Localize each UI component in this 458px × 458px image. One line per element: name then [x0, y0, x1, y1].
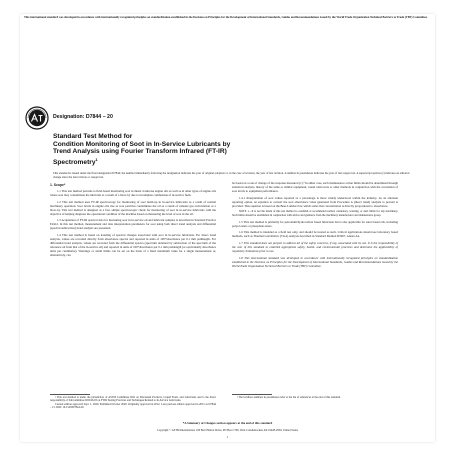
- document-page: [20, 14, 435, 442]
- title-line-4-text: Spectrometry: [53, 158, 96, 166]
- paragraph-1-4-1: 1.4.1 Interpretation of soot values reported as a percentage is more widely understood within the industry. As an alternate reporting option, an equation to convert the soot absorbance value generated from Procedure A (direct trend) analysis to percent is provided. This equation is based on the Beer-Lambert law which states that concentration is directly proportional to absorbance.: [232, 195, 398, 208]
- page-number: 1: [226, 435, 229, 439]
- paragraph-1-4-cont: be based on a rate of change of the response measured (1).² In either case, such maintenance action limits should be determined through statistical analysis, history of the same or similar equipment, round robin tests or other methods in conjunction with the correlation of soot levels to equipment performance.: [232, 181, 398, 194]
- right-footnote-rule: [232, 394, 272, 395]
- right-footnote: ² The boldface numbers in parentheses refer to the list of references at the end of this standard.: [237, 396, 341, 399]
- footnote-1-jurisdiction: ¹ This test method is under the jurisdiction of ASTM Committee D02 on Petroleum Products, Liquid Fuels, and Lubricants and is the direct responsibility of Subcommittee D02.96.03 on FTIR Testing Practices and Techniques Related to In-Service Lubricants.: [50, 396, 216, 403]
- paragraph-1-5: 1.5 This test method is primarily for petroleum/hydrocarbon based lubricants but is also applicable for ester based oils, including polyol esters or phosphate esters.: [232, 219, 398, 228]
- standard-issue-notice: This standard is issued under the fixed designation D7844; the number immediately following the designation indicates the year of original adoption or, in the case of revision, the year of last revision. A number in parentheses indicates the year of last reapproval. A superscript epsilon (ε) indicates an editorial change since the last revision or reapproval.: [53, 171, 410, 179]
- left-column: [50, 183, 216, 260]
- note-1: NOTE 1—It is not the intent of this test method to establish or recommend normal, cautionary, warning, or alert limits for any machinery. Such limits should be established in conjunction with advice and guidance from the machinery manufacturer and maintenance group.: [232, 210, 398, 217]
- paragraph-1-4: 1.4 This test method is based on trending of spectral changes associated with soot in in-service lubricants. For direct trend analysis, values are recorded directly from absorbance spectra and reported in units of 100*absorbance per 0.1 mm pathlength. For differential trend analysis, values are recorded from the differential spectra (spectrum obtained by subtraction of the spectrum of the reference oil from that of the in-service oil) and reported in units of 100*absorbance per 0.1 mm pathlength (or equivalently absorbance units per centimetre). Warnings or alarm limits can be set on the basis of a fixed maximum value for a single measurement or, alternatively, can: [50, 232, 216, 258]
- wto-notice: This international standard was developed in accordance with internationally recognized principles on standardization established in the Decision on Principles for the Development of International Standards, Guides and Recommendations issued by the World Trade Organization Technical Barriers to Trade (TBT) Committee.: [24, 15, 428, 19]
- title-line-1: Standard Test Method for: [53, 133, 133, 140]
- summary-of-changes-note: *A Summary of Changes section appears at the end of this standard: [182, 421, 273, 425]
- paragraph-1-2: 1.2 This test method uses FT-IR spectroscopy for monitoring of soot build-up in in-service lubricants as a result of normal machinery operation. Soot levels in engine oils rise as soot particles contaminate the oil as a result of exhaust gas recirculation or a blow-by. This test method is designed as a fast, simple spectroscopic check for monitoring of soot in in-service lubricants with the objective of helping diagnose the operational condition of the machine based on measuring the level of soot in the oil.: [50, 199, 216, 216]
- left-footnote: [50, 396, 216, 410]
- paragraph-1-7: 1.7 This standard does not purport to address all of the safety concerns, if any, associated with its use. It is the responsibility of the user of this standard to establish appropriate safety, health, and environmental practices and determine the applicability of regulatory limitations prior to use.: [232, 240, 398, 254]
- left-footnote-rule: [50, 394, 90, 395]
- title-line-3: Trend Analysis using Fourier Transform Infrared (FT-IR): [53, 148, 227, 156]
- paragraph-1-3: 1.3 Acquisition of FT-IR spectral data for measuring soot in in-service oil and lubricant samples is described in Standard Practice E2412. In this test method, measurement and data interpretation parameters for soot using both direct trend analysis and differential (spectral subtraction) trend analysis are presented.: [50, 218, 216, 231]
- right-column: [232, 181, 398, 270]
- designation: Designation: D7844 − 20: [53, 114, 113, 120]
- title-line-2: Condition Monitoring of Soot in In-Service Lubricants by: [53, 140, 231, 148]
- footnote-1-edition: Current edition approved Sept. 1, 2020. Published October 2020. Originally approved in 2012. Last previous edition approved in 2015 as D7844 – 15. DOI: 10.1520/D7844-20.: [50, 402, 216, 410]
- paragraph-1-6: 1.6 This method is intended as a field test only, and should be treated as such. Critical applications should use laboratory based methods, such as Thermal Gravimetric (TGA) analysis described in Standard Method D5967, Annex A4.: [232, 230, 398, 239]
- copyright-line: Copyright © ASTM International, 100 Barr Harbor Drive, PO Box C700, West Conshohocken, PA 19428-2959. United States: [157, 429, 298, 432]
- document-title: [53, 133, 313, 167]
- astm-international-logo: [25, 106, 49, 130]
- paragraph-1-8: 1.8 This international standard was developed in accordance with internationally recognized principles on standardization established in the Decision on Principles for the Development of International Standards, Guides and Recommendations issued by the World Trade Organization Technical Barriers to Trade (TBT) Committee.: [232, 255, 398, 268]
- title-line-4: [53, 156, 313, 167]
- paragraph-1-1: 1.1 This test method pertains to field-based monitoring soot in diesel crankcase engine oils as well as in other types of engine oils where soot may contaminate the lubricant as a result of a blow-by due to incomplete combustion of in-service fuels.: [50, 189, 216, 198]
- scope-heading: 1. Scope*: [50, 183, 66, 187]
- title-footnote-marker: 1: [95, 156, 98, 162]
